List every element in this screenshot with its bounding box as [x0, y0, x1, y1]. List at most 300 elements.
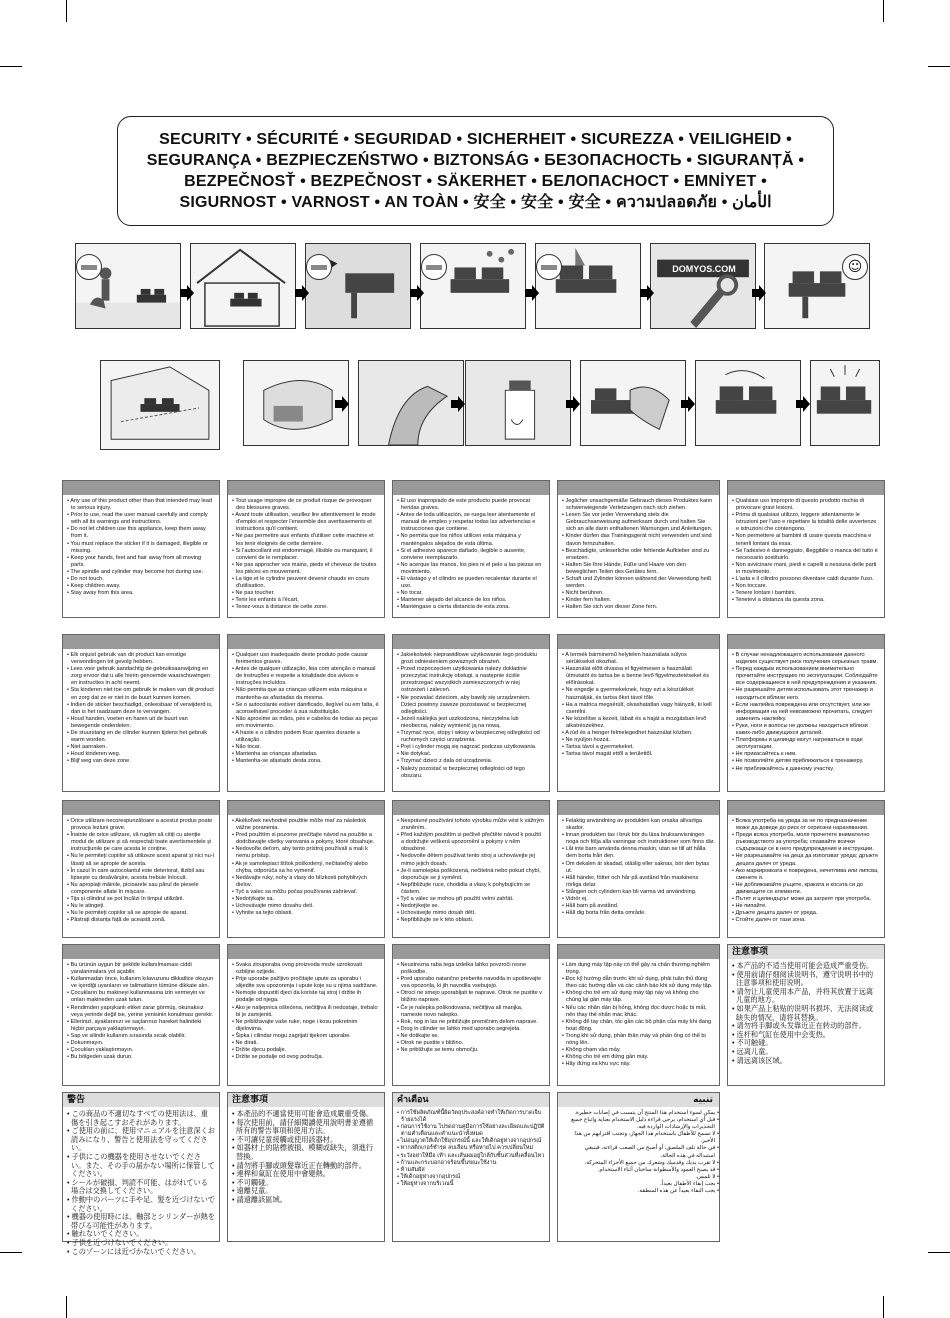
warning-item: • หากสติกเกอร์ชำรุด ลบเลือน หรือหายไป ควรเปลี่ยนใหม่: [397, 1145, 534, 1152]
warning-item: • Nedotýkajte sa.: [232, 896, 275, 903]
warning-box-hu: [557, 634, 720, 792]
crop-mark: [883, 1296, 884, 1318]
warning-item: • No tocar.: [397, 590, 423, 597]
warning-item: • В случае ненадлежащего использования данного изделия существует риск получения серьезных травм.: [732, 652, 878, 666]
warning-item: • Használat előtt olvassa el figyelmesen a használati útmutatót és tartsa be a benne levő figyelmeztetéseket és előírásokat.: [562, 666, 710, 687]
warning-item: • Mantener alejado del alcance de los niños.: [397, 597, 507, 604]
warning-item: • Halten Sie Ihre Hände, Füße und Haare von den beweglichen Teilen des Gerätes fern.: [562, 561, 686, 575]
warning-list: [558, 815, 719, 920]
warning-item: • 每次使用前，請仔細閱讀使用說明書並遵循所有的警告事項和使用方法。: [232, 1117, 374, 1136]
warning-item: • Không để tay chân, tóc gần các bộ phận của máy khi đang hoạt động.: [562, 1018, 712, 1032]
warning-item: • 子供にこの機器を使用させないでください。また、その手の届かない場所に保管してください。: [67, 1151, 215, 1179]
crop-mark: [0, 1252, 22, 1253]
warning-item: • Nu apropiați mâinile, picioarele sau părul de piesele componente aflate în mișcare.: [67, 881, 199, 895]
warning-item: • Qualquer uso inadequado deste produto pode causar ferimentos graves.: [232, 652, 368, 666]
arrow-right-icon: [640, 285, 654, 301]
warning-item: • Stången och cylindern kan bli varma vid användning.: [562, 888, 697, 895]
warning-item: • 使用前请仔细阅读说明书，遵守说明书中的注意事项和使用说明。: [732, 969, 874, 988]
warning-item: • Vidrör ej.: [562, 896, 588, 903]
crop-mark: [66, 1296, 67, 1318]
warning-list: [63, 1107, 219, 1259]
spray-cleaner-illustration: [358, 360, 464, 446]
warning-list: [63, 495, 219, 600]
warning-item: • Non permettere ai bambini di usare questa macchina e tenerli lontani da essa.: [732, 533, 872, 547]
warning-item: • Руки, ноги и волосы не должны находиться вблизи каких-либо движущихся деталей.: [732, 722, 868, 737]
warning-item: • Jeżeli naklejka jest uszkodzona, nieczytelna lub nieobecna, należy wymienić ją na nową.: [397, 715, 519, 729]
warning-item: • Trzymać ręce, stopy i włosy w bezpiecznej odległości od ruchomych części urządzenia.: [397, 730, 540, 744]
warning-box-vi: [557, 944, 720, 1086]
warning-item: • Всяка употреба на уреда за не по предназначение може да доведе до риск от сериозни наранявания.: [732, 818, 869, 832]
arrow-right-icon: [752, 285, 766, 301]
warning-box-header: [228, 635, 384, 649]
warning-item: • Qualsiasi uso improprio di questo prodotto rischia di provocare gravi lesioni.: [732, 498, 864, 512]
warning-item: • 機器の使用時には、軸部とシリンダーが熱を帯びる可能性があります。: [67, 1212, 215, 1230]
warning-item: • Ако маркировката е повредена, нечетлива или липсва, сменете я.: [732, 867, 879, 881]
warning-item: • A haste e o cilindro podem ficar quentes durante a utilização.: [232, 730, 360, 744]
warning-item: • Không cho trẻ em đứng gần máy.: [562, 1054, 649, 1061]
warning-item: • Nu le atingeți.: [67, 903, 105, 910]
warning-box-it: [727, 480, 885, 618]
warning-item: • Se o autocolante estiver danificado, ilegível ou em falta, é aconselhável proceder à sua substituição.: [232, 701, 379, 715]
warning-list: [228, 815, 384, 920]
warning-list: [393, 959, 549, 1057]
warning-item: • Nedávajte ruky, nohy a vlasy do blízkosti pohyblivých dielov.: [232, 874, 367, 888]
warning-item: • Não permita que as crianças utilizem esta máquina e mantenha-as afastadas da mesma.: [232, 687, 368, 701]
warning-box-sv: [557, 800, 720, 938]
warning-list: [393, 1107, 549, 1191]
warning-item: • Не приближайтесь к данному участку.: [732, 765, 835, 772]
warning-list: [558, 495, 719, 615]
title-line-4: SIGURNOST • VARNOST • AN TOÀN • 安全 • 安全 • 安全 • ความปลอดภัย • الأمان: [179, 194, 772, 211]
warning-item: • Не пипайте.: [732, 903, 767, 910]
arrow-right-icon: [335, 396, 349, 412]
warning-item: • Ne pas toucher.: [232, 590, 275, 597]
warning-item: • لا تسمح للأطفال باستخدام هذا الجهاز، وتجنب اقترابهم من هذا الأخير.: [574, 1131, 719, 1145]
warning-item: • Håll dig borta från detta område.: [562, 910, 646, 917]
arrow-right-icon: [180, 285, 194, 301]
cleaning-sponge-illustration: [243, 360, 349, 446]
arrow-right-icon: [796, 396, 810, 412]
warning-item: • Ne dotikajte se.: [397, 1032, 440, 1039]
warning-item: • ให้อยู่ห่างจากบริเวณนี้: [397, 1180, 454, 1187]
warning-item: • Blijf weg van deze zone.: [67, 758, 131, 765]
warning-item: • Ha a matrica megsérült, olvashatatlan vagy hiányzik, ki kell cserélni.: [562, 701, 712, 715]
warning-item: • 本产品的不适当使用可能会造成严重受伤。: [732, 961, 874, 970]
warning-item: • Felaktig användning av produkten kan orsaka allvarliga skador.: [562, 818, 703, 832]
warning-item: • Păstrați distanța față de această zonă.: [67, 917, 166, 924]
warning-item: • Låt inte barn använda denna maskin, utan se till att hålla dem borta från den.: [562, 846, 706, 860]
warning-box-zh: [727, 944, 885, 1086]
warning-box-header: تنبيه: [558, 1093, 719, 1107]
warning-item: • لا تقرب يديك وقدميك وشعرك من جميع الأجزاء المتحركة.: [584, 1159, 719, 1166]
warning-item: • Nedovolte dětem používat tento stroj a uchovávejte jej mimo jejich dosah.: [397, 853, 535, 867]
title-line-2: SEGURANÇA • BEZPIECZEŃSTWO • BIZTONSÁG • БЕЗОПАСНОСТЬ • SIGURANȚĂ •: [146, 152, 805, 169]
warning-item: • The spindle and cylinder may become hot during use.: [67, 568, 204, 575]
warning-item: • Akékoľvek nevhodné použitie môže mať za následok vážne poranenia.: [232, 818, 367, 832]
warning-item: • このゾーンには近づかないでください。: [67, 1246, 201, 1256]
warning-item: • Ne engedje a gyermekeknek, hogy ezt a készüléket használják, és tartsa őket távol tőle.: [562, 687, 694, 701]
warning-list: [228, 649, 384, 769]
warning-item: • Jakiekolwiek nieprawidłowe użytkowanie tego produktu grozi odniesieniem poważnych obrażeń.: [397, 652, 538, 666]
warning-item: • Uchovávajte mimo dosahu detí.: [232, 903, 314, 910]
warning-box-header: [63, 481, 219, 495]
warning-box-header: [228, 801, 384, 815]
warning-item: • Če je nalepka poškodovana, nečitljiva ali manjka, nameste novo nalepko.: [397, 1004, 523, 1018]
warning-list: [393, 815, 549, 927]
clean-stepper-illustration: [810, 360, 880, 446]
warning-box-sl: [392, 944, 550, 1086]
warning-item: • Если наклейка повреждена или отсутствует, или же информация на ней невозможно прочитать, следует заменить наклейку.: [732, 701, 873, 722]
warning-box-header: [393, 635, 549, 649]
wipe-cleaning-illustration: [580, 360, 686, 446]
warning-item: • Nepřibližujte se k této oblasti.: [397, 917, 474, 924]
warning-item: • シールが破損、判読不可能、はがれている場合は交換してください。: [67, 1177, 208, 1196]
warning-item: • 子供を近づけないでください。: [67, 1237, 173, 1247]
warning-item: • El uso inapropiado de este producto puede provocar heridas graves.: [397, 498, 531, 512]
warning-item: • 如果产品上粘贴的说明书损坏、无法阅读或缺失的情况，请将其替换。: [732, 1003, 874, 1022]
warning-item: • Nemojte dopustiti djeci da koriste taj stroj i držite ih podalje od njega.: [232, 990, 362, 1004]
safety-title-box: [117, 116, 834, 226]
warning-item: • Çocukları yaklaştırmayın.: [67, 1047, 134, 1054]
warning-box-ja: [62, 1092, 220, 1256]
warning-box-header: [728, 801, 884, 815]
warning-item: • Vyhnite sa tejto oblasti.: [232, 910, 293, 917]
warning-item: • 远离儿童。: [732, 1046, 773, 1056]
warning-item: • 触れないでください。: [67, 1229, 144, 1239]
warning-item: • 不可讓兒童接觸或使用該器材。: [232, 1134, 338, 1144]
warning-item: • Håll händer, fötter och hår på avstånd från maskinens rörliga delar.: [562, 874, 699, 888]
crop-mark: [883, 0, 884, 22]
crop-mark: [928, 66, 950, 67]
warning-item: • La tige et le cylindre peuvent devenir chauds en cours d'utilisation.: [232, 576, 370, 590]
warning-item: • Bu bölgeden uzak durun.: [67, 1054, 133, 1061]
floor-space-illustration: [100, 360, 220, 450]
warning-item: • 請遠離該區域。: [232, 1194, 287, 1204]
warning-item: • Je-li samolepka poškozená, nečitelná nebo pokud chybí, doporučuje se ji vyměnit.: [397, 867, 541, 881]
warning-box-fr: [227, 480, 385, 618]
warning-box-zh-tw: [227, 1092, 385, 1242]
warning-item: • Не позволяйте детям приближаться к тренажеру.: [732, 758, 864, 765]
warning-item: • Înainte de orice utilizare, vă rugăm să citiți cu atenție modul de utilizare și să respectați toate avertismentele și instrucțiunile pe care acesta le conține.: [67, 832, 212, 853]
warning-box-header: [558, 945, 719, 959]
warning-item: • ห้ามสัมผัส: [397, 1166, 425, 1173]
warning-item: • يجب البقاء بعيداً عن هذه المنطقة.: [637, 1188, 719, 1195]
warning-list: [558, 959, 719, 1071]
warning-item: • Przed rozpoczęciem użytkowania należy dokładnie przeczytać instrukcję obsługi, a następnie ściśle przestrzegać wszystkich zamieszczonych w niej ostrzeżeń i zaleceń.: [397, 666, 527, 694]
warning-item: • Rok, nog in las ne približujte premičnim delom naprave.: [397, 1018, 538, 1025]
warning-item: • Nu le permiteți copiilor să utilizeze acest aparat și nici nu-i lăsați să se apropie de acesta.: [67, 853, 214, 867]
warning-list: [728, 495, 884, 607]
warning-item: • 不可觸碰。: [232, 1177, 273, 1187]
warning-item: • 請勿將手腳或頭髮靠近正在轉動的部件。: [232, 1160, 366, 1170]
warning-item: • Tenetevi a distanza da questa zona.: [732, 597, 825, 604]
warning-box-pl: [392, 634, 550, 792]
crop-mark: [0, 66, 22, 67]
warning-box-header: 警告: [63, 1093, 219, 1107]
arrow-right-icon: [410, 285, 424, 301]
warning-item: • Nu le permiteți copiilor să se apropie de aparat.: [67, 910, 188, 917]
warning-list: [728, 649, 884, 776]
warning-box-pt: [227, 634, 385, 792]
warning-item: • 请勿让儿童使用本产品，并将其放置于远离儿童的地方。: [732, 986, 874, 1005]
warning-item: • Bu ürünün uygun bir şekilde kullanılmaması ciddi yaralanmalara yol açabilir.: [67, 962, 192, 976]
warning-item: • قبل أي استخدام، يرجى قراءة دليل الاستخدام بعناية واتباع جميع التحذيرات والإرشادات الواردة فيه.: [571, 1117, 719, 1131]
warning-item: • Lesen Sie vor jeder Verwendung stets die Gebrauchsanweisung aufmerksam durch und halten Sie sich an alle darin enthaltenen Warnungen und Anleitungen.: [562, 512, 713, 533]
warning-item: • Ako je naljepnica oštećena, nečitljiva ili nedostaje, trebalo bi je zamijeniti.: [232, 1004, 378, 1018]
warning-item: • Keep your hands, feet and hair away from all moving parts.: [67, 554, 202, 568]
warning-item: • ระวังอย่าให้มือ เท้า และเส้นผมอยู่ใกล้กับชิ้นส่วนที่เคลื่อนไหว: [397, 1152, 545, 1159]
warning-item: • Držite se podalje od ovog područja.: [232, 1054, 324, 1061]
warning-list: [228, 495, 384, 615]
warning-box-bg: [727, 800, 885, 938]
warning-item: • Tija și cilindrul se pot încălzi în timpul utilizării.: [67, 896, 184, 903]
warning-item: • Mantenha as crianças afastadas.: [232, 751, 318, 758]
warning-item: • Làm dụng máy tập này có thể gây ra chấn thương nghiêm trọng.: [562, 962, 710, 976]
warning-item: • Nesprávné používání tohoto výrobku může vést k vážným zraněním.: [397, 818, 544, 832]
warning-box-de: [557, 480, 720, 618]
warning-item: • การใช้ผลิตภัณฑ์นี้ผิดวัตถุประสงค์อาจทำให้เกิดการบาดเจ็บร้ายแรงได้: [397, 1110, 542, 1124]
warning-box-en: [62, 480, 220, 618]
warning-item: • Pręt i cylinder mogą się nagrzać podczas użytkowania.: [397, 744, 537, 751]
warning-item: • قد يصبح العمود والأسطوانة ساخنان أثناء الاستخدام.: [597, 1166, 719, 1173]
warning-item: • Avant toute utilisation, veuillez lire attentivement le mode d'emploi et respecter l'ensemble des avertissements et instructions qu'il contient.: [232, 512, 376, 533]
warning-item: • Antes de toda utilización, se ruega leer atentamente el manual de empleo y respetar todas las advertencias e instrucciones que contiene.: [397, 512, 536, 533]
warning-item: • Svaka zlouporaba ovog proizvoda može uzrokovati ozbiljne ozljede.: [232, 962, 363, 976]
warning-item: • Nie dotykać.: [397, 751, 432, 758]
warning-item: • Стойте далеч от тази зона.: [732, 917, 806, 924]
warning-item: • Tenir les enfants à l'écart.: [232, 597, 299, 604]
warning-item: • De stuurstang en de cilinder kunnen tijdens het gebruik warm worden.: [67, 730, 208, 744]
crop-mark: [66, 0, 67, 22]
warning-item: • Niet aanraken.: [67, 744, 107, 751]
warning-item: • Antes de qualquer utilização, leia com atenção o manual de instruções e respeite a totalidade dos avisos e instruções incluídos.: [232, 666, 376, 687]
warning-item: • Kullanmadan önce, kullanım kılavuzunu dikkatlice okuyun ve içerdiği uyarıların ve talimatların tümüne dikkate alın.: [67, 976, 214, 990]
warning-box-header: [558, 481, 719, 495]
warning-item: • ให้เด็กอยู่ห่างจากอุปกรณ์: [397, 1173, 461, 1180]
warning-item: • Pred použitím si pozorne prečítajte návod na použitie a dodržiavajte všetky varovania a pokyny, ktoré obsahuje.: [232, 832, 375, 846]
warning-item: • Nie pozwalać dzieciom, aby bawiły się urządzeniem. Dzieci powinny zawsze pozostawać w bezpiecznej odległości.: [397, 694, 531, 715]
warning-item: • Nedotýkejte se.: [397, 903, 440, 910]
warning-item: • Đọc kỹ hướng dẫn trước khi sử dụng, phải tuân thủ đúng theo các hướng dẫn và các cảnh báo khi sử dụng máy tập.: [562, 976, 713, 990]
warning-item: • El vástago y el cilindro se pueden recalentar durante el uso.: [397, 576, 537, 590]
arrow-right-icon: [295, 285, 309, 301]
warning-item: • A rúd és a henger felmelegedhet használat közben.: [562, 730, 693, 737]
warning-box-header: [728, 481, 884, 495]
warning-item: • Ne pas approcher vos mains, pieds et cheveux de toutes les pièces en mouvement.: [232, 561, 377, 575]
warning-box-cs: [392, 800, 550, 938]
warning-item: • Ne dirati.: [232, 1040, 258, 1047]
warning-item: • Nedovoľte deťom, aby tento prístroj používali a mali k nemu prístup.: [232, 846, 368, 860]
warning-item: • ไม่อนุญาตให้เด็กใช้อุปกรณ์นี้ และให้เด็กอยู่ห่างจากอุปกรณ์: [397, 1138, 542, 1145]
warning-box-hr: [227, 944, 385, 1086]
warning-item: • في حالة تلف الملصق، أو أصبح من الصعب قراءته، فينبغي استبداله في هذه الحالة.: [584, 1145, 719, 1159]
warning-item: • Sta kinderen niet toe om gebruik te maken van dit product en zorg dat ze er niet in de buurt kunnen komen.: [67, 687, 214, 701]
warning-item: • Mantenha-se afastado desta zona.: [232, 758, 322, 765]
warning-box-header: 注意事項: [228, 1093, 384, 1107]
prohibited-icon: [421, 254, 447, 280]
arrow-right-icon: [451, 396, 465, 412]
warning-item: • Beschädigte, unleserliche oder fehlende Aufkleber sind zu ersetzen.: [562, 547, 710, 561]
warning-item: • Uchovávejte mimo dosah dětí.: [397, 910, 476, 917]
warning-item: • Innan produkten tas i bruk bör du läsa bruksanvisningen noga och följa alla varningar och instruktioner som finns där.: [562, 832, 715, 846]
warning-item: • يجب إبقاء الأطفال بعيداً.: [660, 1180, 719, 1187]
warning-item: • Tyč a válec se mohou při použití velmi zahřát.: [397, 896, 514, 903]
warning-item: • Не доближавайте ръцете, краката и косата си до движещите се елементи.: [732, 881, 863, 895]
warning-item: • Om dekalen är skadad, oläslig eller saknas, bör den bytas ut.: [562, 860, 710, 874]
warning-item: • Не разрешавайте на деца да използват уреда; дръжте децата далеч от уреда.: [732, 853, 879, 867]
warning-list: [728, 815, 884, 927]
warning-list: [63, 959, 219, 1064]
warning-item: • Перед каждым использованием внимательно прочитайте инструкцию по эксплуатации. Соблюдайте все содержащиеся в ней предупреждения и указания.: [732, 666, 878, 687]
warning-item: • Halten Sie sich von dieser Zone fern.: [562, 604, 658, 611]
warning-item: • Håll barn på avstånd.: [562, 903, 619, 910]
warning-list: [228, 959, 384, 1064]
warning-item: • Tenere lontani i bambini.: [732, 590, 797, 597]
warning-item: • În cazul în care autocolantul este deteriorat, ilizibil sau lipsește cu desăvârșire, acesta trebuie înlocuit.: [67, 867, 205, 881]
warning-item: • Stay away from this area.: [67, 590, 134, 597]
warning-item: • Se l'adesivo è danneggiato, illeggibile o manca del tutto è necessario sostituirlo.: [732, 547, 878, 561]
warning-item: • 请远离该区域。: [732, 1055, 787, 1065]
warning-item: • Keep children away.: [67, 583, 121, 590]
warning-list: [63, 649, 219, 769]
warning-item: • Ne približavajte vaše ruke, noge i kosu pokretnim dijelovima.: [232, 1018, 358, 1032]
warning-item: • You must replace the sticker if it is damaged, illegible or missing.: [67, 540, 208, 554]
warning-box-es: [392, 480, 550, 618]
warning-item: • Držite djecu podalje.: [232, 1047, 287, 1054]
warning-item: • Não tocar.: [232, 744, 262, 751]
warning-item: • Kinder fern halten.: [562, 597, 612, 604]
warning-item: • ก่อนการใช้งาน โปรดอ่านคู่มือการใช้อย่างละเอียดและปฏิบัติตามคำเตือนและคำแนะนำทั้งหมด: [397, 1124, 545, 1138]
warning-item: • Należy pozostać w bezpiecznej odległości od tego obszaru.: [397, 765, 525, 779]
crop-mark: [928, 1252, 950, 1253]
warning-item: • ก้านและกระบอกอาจร้อนขึ้นขณะใช้งาน: [397, 1159, 497, 1166]
warning-box-th: [392, 1092, 550, 1242]
warning-item: • 作動中のパーツに手や足、髪を近づけないでください。: [67, 1194, 215, 1213]
brand-sign: DOMYOS.COM: [672, 264, 736, 274]
warning-list: [393, 649, 549, 783]
warning-item: • Otrok ne pustite v bližino.: [397, 1040, 464, 1047]
warning-item: • 如器材上的貼標被損、模糊或缺失，須進行替換。: [232, 1143, 374, 1161]
title-line-3: BEZPEČNOSŤ • BEZPEČNOST • SÄKERHET • БЕЛОПАСНОСТ • EMNİYET •: [184, 173, 767, 190]
warning-box-header: คำเตือน: [393, 1093, 549, 1107]
warning-item: • Prior to use, read the user manual carefully and comply with all its warnings and instructions.: [67, 512, 208, 526]
warning-box-header: [393, 945, 549, 959]
warning-box-header: [228, 481, 384, 495]
warning-item: • Drog in cilinder se lahko med uporabo segrejeta.: [397, 1025, 521, 1032]
warning-list: [393, 495, 549, 615]
warning-item: • Ne nyúljon hozzá.: [562, 737, 610, 744]
warning-item: • Ellerinizi, ayaklarınızı ve saçlarınızı hareket halindeki hiçbir parçaya yaklaştırmayın.: [67, 1018, 202, 1032]
warning-list: [728, 959, 884, 1068]
warning-item: • Neustrezna raba tega izdelka lahko povzroči resne poškodbe.: [397, 962, 527, 976]
warning-item: • Пътят и цилиндърът може да загреят при употреба.: [732, 896, 871, 903]
warning-item: • Indien de sticker beschadigd, onleesbaar of verwijderd is, dan is het raadzaam deze te vervangen.: [67, 701, 213, 715]
warning-item: • Trong khi sử dụng, phần thân máy và phần ống có thể bị nóng lên.: [562, 1032, 706, 1047]
warning-item: • Sap ve silindir kullanım sırasında sıcak olabilir.: [67, 1032, 186, 1039]
warning-box-header: [63, 945, 219, 959]
warning-item: • Schaft und Zylinder können während der Verwendung heiß werden.: [562, 576, 712, 590]
warning-item: • この商品の不適切なすべての使用法は、重傷を引き起こすおそれがあります。: [67, 1109, 208, 1127]
warning-item: • Платформы и цилиндр могут нагреваться в ходе эксплуатации.: [732, 737, 863, 751]
warning-item: • Orice utilizare necorespunzătoare a acestui produs poate provoca leziuni grave.: [67, 818, 213, 832]
warning-item: • Do not touch.: [67, 576, 104, 583]
warning-item: • 連桿和氣缸在使用中會變熱。: [232, 1169, 330, 1179]
warning-item: • 请勿将手脚或头发靠近正在转动的部件。: [732, 1021, 866, 1031]
warning-item: • A termék bárminemű helytelen használata súlyos sérüléseket okozhat.: [562, 652, 687, 666]
warning-item: • Ne közelítse a kezeit, lábait és a haját a mozgásban levő alkatrészekhez.: [562, 715, 707, 729]
warning-item: • Dokunmayın.: [67, 1040, 104, 1047]
warning-item: • No acerque las manos, los pies ni el pelo a las piezas en movimiento.: [397, 561, 542, 575]
warning-item: • Nepřibližujte ruce, chodidla a vlasy k pohybujícím se částem.: [397, 881, 531, 895]
warning-item: • Si l'autocollant est endommagé, illisible ou manquant, il convient de le remplacer.: [232, 547, 373, 561]
warning-item: • Houd kinderen weg.: [67, 751, 121, 758]
warning-box-ru: [727, 634, 885, 792]
warning-item: • 本產品的不適當使用可能會造成嚴重受傷。: [232, 1109, 374, 1118]
warning-box-ro: [62, 800, 220, 938]
warning-item: • 不可触碰。: [732, 1038, 773, 1048]
warning-item: • 连杆和气缸在使用中会变热。: [732, 1029, 830, 1039]
warning-list: [63, 815, 219, 927]
warning-item: • Pred uporabo natančno preberite navodila in upoštevajte vsa opozorila, ki jih navodila vsebujejo.: [397, 976, 542, 990]
warning-item: • Не прикасайтесь к ним.: [732, 751, 797, 758]
warning-box-ar: [557, 1092, 720, 1242]
warning-box-tr: [62, 944, 220, 1086]
warning-item: • Nicht berühren.: [562, 590, 604, 597]
prohibited-icon: [76, 254, 102, 280]
warning-item: • Tartsa távol a gyermekeket.: [562, 744, 634, 751]
warning-list: [558, 649, 719, 761]
warning-item: • Hãy đứng xa khu vực này.: [562, 1061, 631, 1068]
warning-item: • Không chạm vào máy.: [562, 1047, 621, 1054]
warning-item: • Tyč a valec sa môžu počas používania zahrievať.: [232, 888, 358, 895]
smiley-icon: ☺: [842, 254, 868, 280]
warning-item: • ご使用の前に、使用マニュアルを注意深くお読みになり、警告と使用法を守ってください。: [67, 1126, 215, 1153]
warning-item: • Kinder dürfen das Trainingsgerät nicht verwenden und sind davon fernzuhalten.: [562, 533, 712, 547]
warning-box-header: [393, 801, 549, 815]
warning-item: • No permita que los niños utilicen esta máquina y manténgalos alejados de esta última.: [397, 533, 521, 547]
warning-item: • Prima di qualsiasi utilizzo, leggere attentamente le istruzioni per l'uso e rispettare la totalità delle avvertenze e istruzioni che contengono.: [732, 512, 877, 533]
warning-item: • Před každým použitím si pečlivě přečtěte návod k použití a dodržujte veškerá upozornění a pokyny v něm obsažené.: [397, 832, 542, 853]
warning-list: [228, 1107, 384, 1208]
warning-item: • L'asta e il cilindro possono diventare caldi durante l'uso.: [732, 576, 874, 583]
warning-item: • Otroci ne smejo uporabljati te naprave. Otrok ne pustite v bližino naprave.: [397, 990, 542, 1004]
warning-box-sk: [227, 800, 385, 938]
warning-item: • Преди всяка употреба, моля прочетете внимателно ръководството за употреба; спазвайте всички съдържащи се в него предупреждения и инструкции.: [732, 832, 874, 853]
warning-item: • Houd handen, voeten en haren uit de buurt van bewegende onderdelen.: [67, 715, 188, 729]
warning-item: • Do not let children use this appliance, keep them away from it.: [67, 526, 206, 540]
warning-item: • Lees voor gebruik aandachtig de gebruiksaanwijzing en zorg ervoor dat u alle hierin genoemde waarschuwingen en instructies in acht neemt.: [67, 666, 210, 687]
warning-item: • Rendimden yapışkanlı etiket zarar görmüş, okunaksız veya yerinde değil ise, yerine yenisinin konulması gerekir.: [67, 1004, 214, 1018]
warning-box-header: [558, 801, 719, 815]
warning-item: • Tenez-vous à distance de cette zone.: [232, 604, 328, 611]
warning-item: • Jeglicher unsachgemäße Gebrauch dieses Produktes kann schwerwiegende Verletzungen nach sich ziehen.: [562, 498, 713, 512]
warning-item: • Çocukların bu makineyi kullanmasına izin vermeyin ve onları makineden uzak tutun.: [67, 990, 205, 1004]
warning-item: • Šipka i cilindar mogu zagrijati tijekom uporabe.: [232, 1032, 351, 1039]
title-line-1: SECURITY • SÉCURITÉ • SEGURIDAD • SICHERHEIT • SICUREZZA • VEILIGHEID •: [159, 131, 792, 148]
warning-item: • يمكن لسوء استخدام هذا المنتج أن يتسبب في إصابات خطيرة.: [574, 1110, 719, 1116]
warning-item: • Elk onjuist gebruik van dit product kan ernstige verwondingen tot gevolg hebben.: [67, 652, 187, 666]
warning-item: • Manténgase a cierta distancia de esta zona.: [397, 604, 510, 611]
warning-item: • Trzymać dzieci z dala od urządzenia.: [397, 758, 493, 765]
prohibited-icon: [536, 254, 562, 280]
prohibited-icon: [306, 254, 332, 280]
wipe-footplates-illustration: [695, 360, 801, 446]
warning-box-header: [558, 635, 719, 649]
warning-box-nl: [62, 634, 220, 792]
warning-item: • Non toccare.: [732, 583, 768, 590]
warning-box-header: [63, 801, 219, 815]
warning-item: • 遠離兒童。: [232, 1186, 273, 1196]
